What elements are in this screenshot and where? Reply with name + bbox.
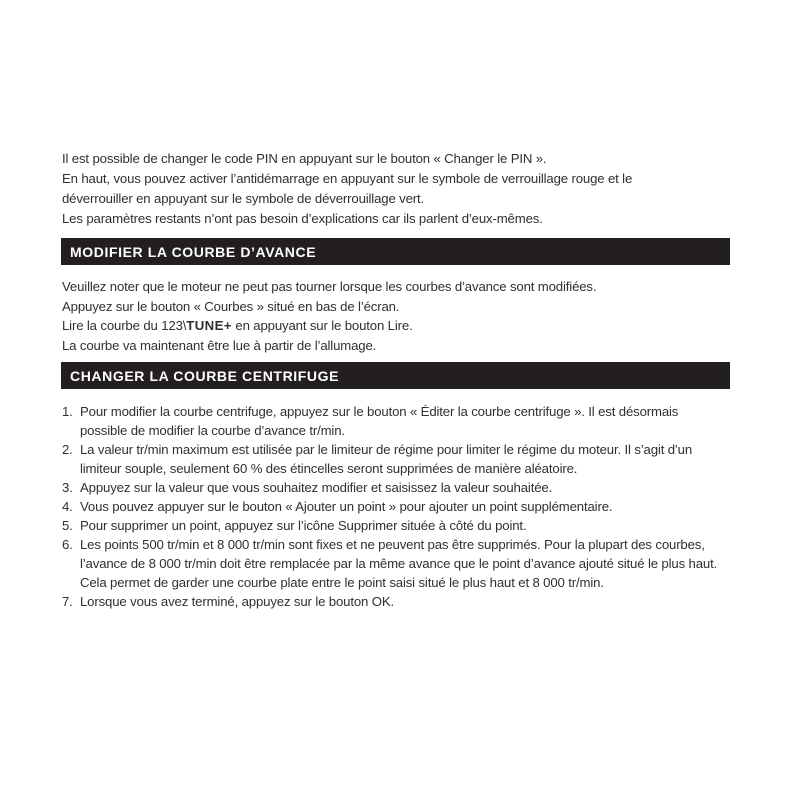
text-segment: Lire la courbe du 123\	[62, 318, 187, 333]
step-item	[62, 402, 717, 440]
step-text	[80, 535, 717, 592]
step-item	[62, 516, 717, 535]
advance-curve-paragraph	[62, 277, 596, 355]
text-line: Les paramètres restants n’ont pas besoin d’explications car ils parlent d’eux-mêmes.	[62, 211, 543, 226]
step-text	[80, 497, 612, 516]
text-line: Pour supprimer un point, appuyez sur l’icône Supprimer située à côté du point.	[80, 518, 527, 533]
text-line: Vous pouvez appuyer sur le bouton « Ajouter un point » pour ajouter un point supplémentaire.	[80, 499, 613, 514]
step-number: 2.	[62, 442, 73, 457]
step-item	[62, 497, 717, 516]
step-number: 5.	[62, 518, 73, 533]
step-text	[80, 478, 552, 497]
step-item	[62, 535, 717, 592]
step-item	[62, 478, 717, 497]
step-number: 3.	[62, 480, 73, 495]
text-line: Veuillez noter que le moteur ne peut pas tourner lorsque les courbes d’avance sont modifiées.	[62, 279, 597, 294]
text-line: limiteur souple, seulement 60 % des étincelles seront supprimées de manière aléatoire.	[80, 461, 578, 476]
text-line: Appuyez sur le bouton « Courbes » situé en bas de l’écran.	[62, 298, 400, 314]
text-line: Pour modifier la courbe centrifuge, appuyez sur le bouton « Éditer la courbe centrifuge ». Il est désormais	[80, 404, 679, 419]
centrifuge-steps-list	[62, 402, 717, 611]
text-line: La courbe va maintenant être lue à partir de l’allumage.	[62, 337, 377, 353]
section-title: MODIFIER LA COURBE D’AVANCE	[70, 243, 317, 260]
text-line: possible de modifier la courbe d’avance tr/min.	[80, 423, 345, 438]
step-item	[62, 592, 717, 611]
step-text	[80, 516, 526, 535]
text-line: l’avance de 8 000 tr/min doit être remplacée par la même avance que le point d’avance ajouté situé le plus haut.	[80, 556, 718, 571]
text-line: Les points 500 tr/min et 8 000 tr/min sont fixes et ne peuvent pas être supprimés. Pour la plupart des courbes,	[80, 537, 705, 552]
brand-name: TUNE+	[186, 318, 232, 333]
text-segment: en appuyant sur le bouton Lire.	[231, 318, 413, 333]
section-header-centrifuge-curve	[61, 362, 730, 389]
section-header-advance-curve	[61, 238, 730, 265]
section-title: CHANGER LA COURBE CENTRIFUGE	[70, 367, 340, 384]
text-line: déverrouiller en appuyant sur le symbole de déverrouillage vert.	[62, 191, 425, 206]
step-text	[80, 592, 394, 611]
step-number: 7.	[62, 594, 73, 609]
text-line: La valeur tr/min maximum est utilisée par le limiteur de régime pour limiter le régime du moteur. Il s’agit d’un	[80, 442, 693, 457]
text-line: Appuyez sur la valeur que vous souhaitez modifier et saisissez la valeur souhaitée.	[80, 480, 553, 495]
step-text	[80, 402, 678, 440]
step-text	[80, 440, 692, 478]
text-line: Lorsque vous avez terminé, appuyez sur le bouton OK.	[80, 594, 395, 609]
intro-paragraph	[62, 149, 632, 229]
text-line: En haut, vous pouvez activer l’antidémarrage en appuyant sur le symbole de verrouillage rouge et le	[62, 171, 633, 186]
text-line: Cela permet de garder une courbe plate entre le point saisi situé le plus haut et 8 000 tr/min.	[80, 575, 604, 590]
step-number: 6.	[62, 537, 73, 552]
text-line	[62, 316, 596, 336]
step-item	[62, 440, 717, 478]
step-number: 4.	[62, 499, 73, 514]
text-line: Il est possible de changer le code PIN en appuyant sur le bouton « Changer le PIN ».	[62, 151, 547, 166]
step-number: 1.	[62, 404, 73, 419]
